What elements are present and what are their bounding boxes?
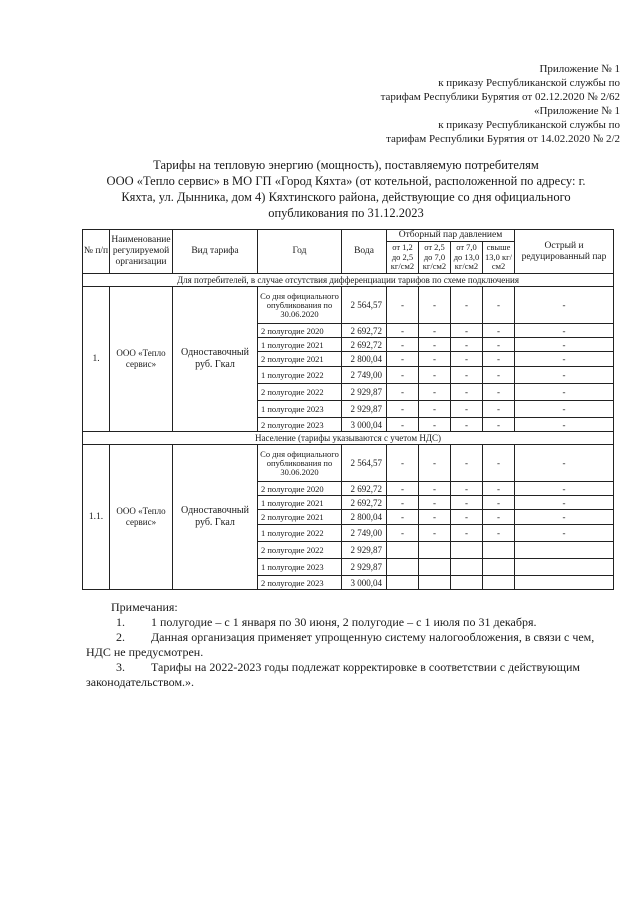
- steam-tariff: -: [419, 384, 451, 401]
- period-cell: 2 полугодие 2023: [258, 576, 342, 590]
- sharp-steam-tariff: -: [515, 352, 614, 367]
- steam-tariff: -: [483, 510, 515, 525]
- title-line: ООО «Тепло сервис» в МО ГП «Город Кяхта» (от котельной, расположенной по адресу: г.: [106, 174, 586, 188]
- steam-tariff: -: [419, 510, 451, 525]
- steam-tariff: [483, 559, 515, 576]
- water-tariff: 2 692,72: [342, 482, 387, 496]
- table-row: [83, 445, 614, 482]
- note-number: 1.: [116, 615, 125, 629]
- title-line: опубликования по 31.12.2023: [268, 206, 424, 220]
- section-caption-row: [83, 432, 614, 445]
- sharp-steam-tariff: [515, 542, 614, 559]
- steam-tariff: -: [451, 338, 483, 352]
- steam-tariff: [419, 576, 451, 590]
- notes-block: [86, 600, 616, 690]
- header-water: Вода: [342, 230, 387, 274]
- water-tariff: 2 564,57: [342, 287, 387, 324]
- period-cell: 2 полугодие 2022: [258, 542, 342, 559]
- steam-tariff: -: [419, 287, 451, 324]
- steam-tariff: -: [451, 287, 483, 324]
- steam-tariff: -: [387, 367, 419, 384]
- steam-tariff: -: [483, 525, 515, 542]
- appendix-line: к приказу Республиканской службы по: [438, 119, 620, 131]
- steam-tariff: [451, 542, 483, 559]
- steam-tariff: [451, 559, 483, 576]
- note-text: Тарифы на 2022-2023 годы подлежат корректировке в соответствии с действующим законодательством.».: [86, 660, 580, 689]
- steam-tariff: -: [451, 324, 483, 338]
- sharp-steam-tariff: -: [515, 324, 614, 338]
- note-item: [86, 660, 616, 690]
- sharp-steam-tariff: [515, 576, 614, 590]
- period-cell: 2 полугодие 2020: [258, 324, 342, 338]
- row-number: 1.1.: [83, 445, 110, 590]
- title-line: Тарифы на тепловую энергию (мощность), поставляемую потребителям: [153, 158, 539, 172]
- table-header: [83, 230, 614, 274]
- organization-name: ООО «Тепло сервис»: [110, 445, 173, 590]
- period-cell: 1 полугодие 2021: [258, 338, 342, 352]
- header-steam-col: от 7,0 до 13,0 кг/см2: [451, 242, 483, 274]
- period-cell: 2 полугодие 2020: [258, 482, 342, 496]
- steam-tariff: -: [483, 496, 515, 510]
- steam-tariff: -: [387, 482, 419, 496]
- water-tariff: 2 800,04: [342, 352, 387, 367]
- period-cell: 2 полугодие 2023: [258, 418, 342, 432]
- steam-tariff: -: [451, 510, 483, 525]
- steam-tariff: -: [387, 401, 419, 418]
- steam-tariff: -: [387, 418, 419, 432]
- header-sharp-steam: Острый и редуцированный пар: [515, 230, 614, 274]
- steam-tariff: [483, 542, 515, 559]
- steam-tariff: -: [387, 384, 419, 401]
- period-cell: 2 полугодие 2022: [258, 384, 342, 401]
- steam-tariff: [387, 576, 419, 590]
- tariff-kind: Одноставочный руб. Гкал: [173, 445, 258, 590]
- period-cell: 1 полугодие 2021: [258, 496, 342, 510]
- steam-tariff: -: [419, 525, 451, 542]
- steam-tariff: -: [483, 338, 515, 352]
- section-caption-row: [83, 274, 614, 287]
- water-tariff: 2 929,87: [342, 542, 387, 559]
- organization-name: ООО «Тепло сервис»: [110, 287, 173, 432]
- steam-tariff: -: [451, 496, 483, 510]
- section-caption: Население (тарифы указываются с учетом НДС): [83, 432, 614, 445]
- steam-tariff: -: [483, 287, 515, 324]
- tariffs-table: [82, 229, 614, 590]
- header-num: № п/п: [83, 230, 110, 274]
- period-cell: 1 полугодие 2023: [258, 401, 342, 418]
- water-tariff: 2 692,72: [342, 324, 387, 338]
- note-item: [86, 615, 616, 630]
- sharp-steam-tariff: -: [515, 287, 614, 324]
- steam-tariff: -: [451, 445, 483, 482]
- water-tariff: 2 692,72: [342, 338, 387, 352]
- notes-heading: Примечания:: [111, 600, 178, 614]
- appendix-line: Приложение № 1: [539, 63, 620, 75]
- steam-tariff: -: [483, 324, 515, 338]
- table-row: [83, 287, 614, 324]
- steam-tariff: -: [451, 482, 483, 496]
- header-year: Год: [258, 230, 342, 274]
- steam-tariff: -: [387, 287, 419, 324]
- sharp-steam-tariff: [515, 559, 614, 576]
- steam-tariff: -: [419, 352, 451, 367]
- steam-tariff: -: [483, 384, 515, 401]
- steam-tariff: -: [451, 384, 483, 401]
- water-tariff: 2 749,00: [342, 525, 387, 542]
- steam-tariff: [387, 542, 419, 559]
- steam-tariff: -: [483, 367, 515, 384]
- document-title: [86, 157, 606, 221]
- note-number: 3.: [116, 660, 125, 674]
- water-tariff: 2 929,87: [342, 559, 387, 576]
- period-cell: 1 полугодие 2023: [258, 559, 342, 576]
- note-number: 2.: [116, 630, 125, 644]
- steam-tariff: -: [451, 352, 483, 367]
- header-steam-col: свыше 13,0 кг/см2: [483, 242, 515, 274]
- title-line: Кяхта, ул. Дынника, дом 4) Кяхтинского района, действующие со дня официального: [121, 190, 571, 204]
- appendix-block: [290, 62, 620, 146]
- appendix-line: тарифам Республики Бурятия от 02.12.2020 № 2/62: [380, 91, 620, 103]
- steam-tariff: -: [419, 324, 451, 338]
- steam-tariff: -: [451, 401, 483, 418]
- header-org: Наименование регулируемой организации: [110, 230, 173, 274]
- water-tariff: 2 929,87: [342, 401, 387, 418]
- appendix-line: тарифам Республики Бурятия от 14.02.2020 № 2/2: [386, 133, 620, 145]
- water-tariff: 3 000,04: [342, 418, 387, 432]
- water-tariff: 2 800,04: [342, 510, 387, 525]
- period-cell: 2 полугодие 2021: [258, 352, 342, 367]
- water-tariff: 2 929,87: [342, 384, 387, 401]
- water-tariff: 2 564,57: [342, 445, 387, 482]
- steam-tariff: [387, 559, 419, 576]
- note-item: [86, 630, 616, 660]
- sharp-steam-tariff: -: [515, 338, 614, 352]
- steam-tariff: -: [419, 482, 451, 496]
- steam-tariff: -: [451, 418, 483, 432]
- table-body: [83, 274, 614, 590]
- water-tariff: 2 749,00: [342, 367, 387, 384]
- steam-tariff: -: [419, 496, 451, 510]
- steam-tariff: -: [419, 418, 451, 432]
- steam-tariff: -: [387, 445, 419, 482]
- sharp-steam-tariff: -: [515, 367, 614, 384]
- steam-tariff: [419, 542, 451, 559]
- period-cell: Со дня официального опубликования по 30.06.2020: [258, 287, 342, 324]
- note-text: 1 полугодие – с 1 января по 30 июня, 2 полугодие – с 1 июля по 31 декабря.: [151, 615, 537, 629]
- steam-tariff: -: [387, 496, 419, 510]
- period-cell: Со дня официального опубликования по 30.06.2020: [258, 445, 342, 482]
- appendix-line: к приказу Республиканской службы по: [438, 77, 620, 89]
- steam-tariff: [483, 576, 515, 590]
- section-caption: Для потребителей, в случае отсутствия дифференциации тарифов по схеме подключения: [83, 274, 614, 287]
- period-cell: 2 полугодие 2021: [258, 510, 342, 525]
- steam-tariff: -: [451, 367, 483, 384]
- steam-tariff: -: [483, 418, 515, 432]
- steam-tariff: -: [419, 401, 451, 418]
- steam-tariff: -: [451, 525, 483, 542]
- row-number: 1.: [83, 287, 110, 432]
- steam-tariff: -: [419, 367, 451, 384]
- steam-tariff: -: [483, 482, 515, 496]
- sharp-steam-tariff: -: [515, 510, 614, 525]
- steam-tariff: -: [387, 338, 419, 352]
- steam-tariff: -: [483, 445, 515, 482]
- water-tariff: 2 692,72: [342, 496, 387, 510]
- steam-tariff: [419, 559, 451, 576]
- note-text: Данная организация применяет упрощенную систему налогообложения, в связи с чем, НДС не предусмотрен.: [86, 630, 595, 659]
- steam-tariff: -: [387, 510, 419, 525]
- period-cell: 1 полугодие 2022: [258, 367, 342, 384]
- steam-tariff: [451, 576, 483, 590]
- sharp-steam-tariff: -: [515, 401, 614, 418]
- steam-tariff: -: [387, 324, 419, 338]
- steam-tariff: -: [387, 352, 419, 367]
- header-steam-col: от 1,2 до 2,5 кг/см2: [387, 242, 419, 274]
- steam-tariff: -: [419, 338, 451, 352]
- sharp-steam-tariff: -: [515, 445, 614, 482]
- steam-tariff: -: [483, 401, 515, 418]
- header-kind: Вид тарифа: [173, 230, 258, 274]
- steam-tariff: -: [419, 445, 451, 482]
- header-steam-col: от 2,5 до 7,0 кг/см2: [419, 242, 451, 274]
- sharp-steam-tariff: -: [515, 525, 614, 542]
- water-tariff: 3 000,04: [342, 576, 387, 590]
- sharp-steam-tariff: -: [515, 482, 614, 496]
- steam-tariff: -: [387, 525, 419, 542]
- period-cell: 1 полугодие 2022: [258, 525, 342, 542]
- header-steam-group: Отборный пар давлением: [387, 230, 515, 242]
- sharp-steam-tariff: -: [515, 496, 614, 510]
- tariff-kind: Одноставочный руб. Гкал: [173, 287, 258, 432]
- sharp-steam-tariff: -: [515, 384, 614, 401]
- appendix-line: «Приложение № 1: [533, 105, 620, 117]
- sharp-steam-tariff: -: [515, 418, 614, 432]
- steam-tariff: -: [483, 352, 515, 367]
